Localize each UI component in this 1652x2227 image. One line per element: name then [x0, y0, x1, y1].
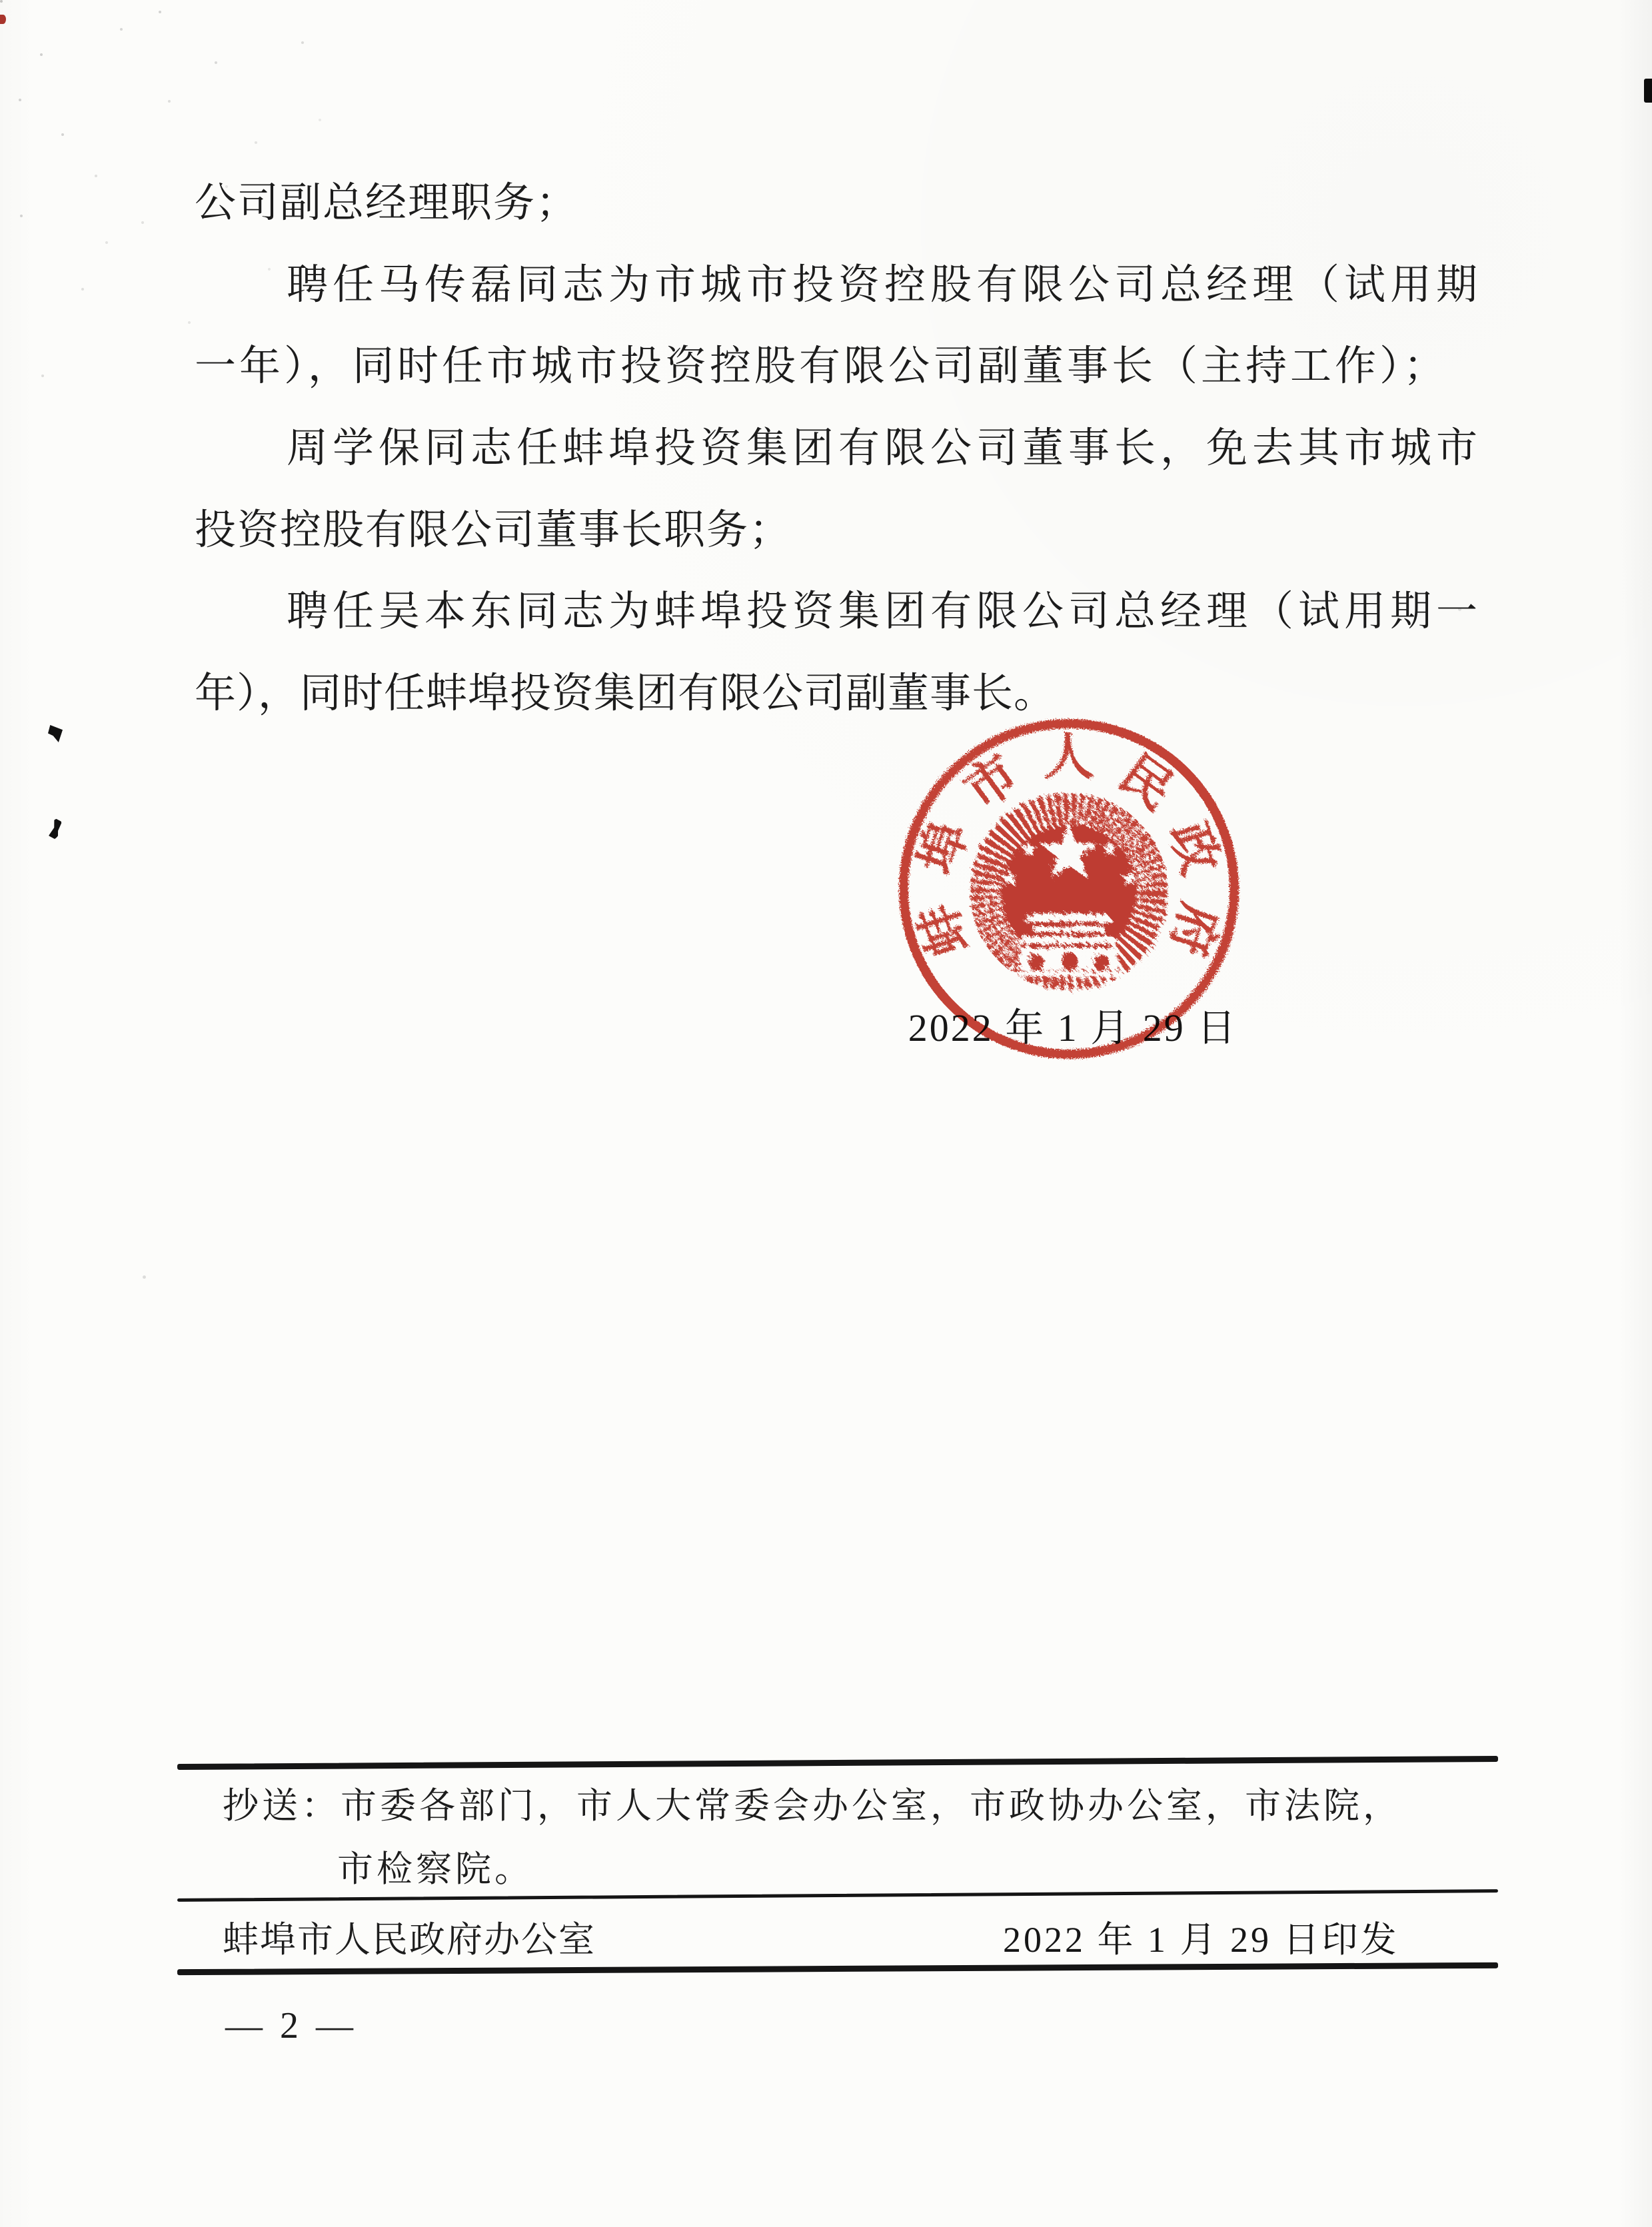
- body-line: 投资控股有限公司董事长职务；: [195, 508, 792, 553]
- scan-red-speck: [0, 15, 6, 24]
- national-emblem: [987, 810, 1151, 976]
- seal-char: 市: [954, 745, 1029, 820]
- footer-rule-bottom: [177, 1962, 1498, 1975]
- body-line: 年），同时任蚌埠投资集团有限公司副董事长。: [195, 671, 1056, 716]
- issuing-office: 蚌埠市人民政府办公室: [223, 1920, 596, 1960]
- print-date: 2022 年 1 月 29 日印发: [1003, 1920, 1399, 1960]
- seal-char: 蚌: [909, 896, 979, 963]
- seal-body: [904, 724, 1234, 1054]
- seal-graphic: [882, 702, 1255, 1076]
- scan-edge-mark: [1644, 79, 1652, 103]
- cc-line: [223, 1777, 1402, 1829]
- body-line: 公司副总经理职务；: [195, 181, 579, 226]
- seal-char: 民: [1109, 745, 1184, 820]
- page-number: — 2 —: [225, 2005, 357, 2046]
- government-seal: [882, 702, 1255, 1076]
- issue-date: 2022 年 1 月 29 日: [908, 1006, 1238, 1050]
- cc-recipients-2: 市检察院。: [337, 1849, 534, 1889]
- ink-mark: [47, 817, 63, 840]
- seal-char: 府: [1159, 896, 1229, 963]
- footer-rule-top: [177, 1756, 1498, 1770]
- seal-char: 埠: [909, 815, 979, 882]
- seal-char: 人: [1044, 730, 1094, 786]
- body-line: 聘任吴本东同志为蚌埠投资集团有限公司总经理（试用期一: [287, 589, 1483, 634]
- body-line: 周学保同志任蚌埠投资集团有限公司董事长，免去其市城市: [287, 426, 1483, 471]
- scan-speckle-cluster: [0, 0, 3, 3]
- cc-recipients-1: 市委各部门，市人大常委会办公室，市政协办公室，市法院，: [341, 1786, 1402, 1826]
- seal-char: 政: [1159, 815, 1229, 882]
- cc-label: 抄送：: [223, 1786, 341, 1826]
- body-line: 聘任马传磊同志为市城市投资控股有限公司总经理（试用期: [287, 263, 1483, 308]
- scan-dot: [143, 1275, 146, 1279]
- ink-mark: [48, 725, 63, 742]
- body-line: 一年），同时任市城市投资控股有限公司副董事长（主持工作）；: [195, 344, 1449, 389]
